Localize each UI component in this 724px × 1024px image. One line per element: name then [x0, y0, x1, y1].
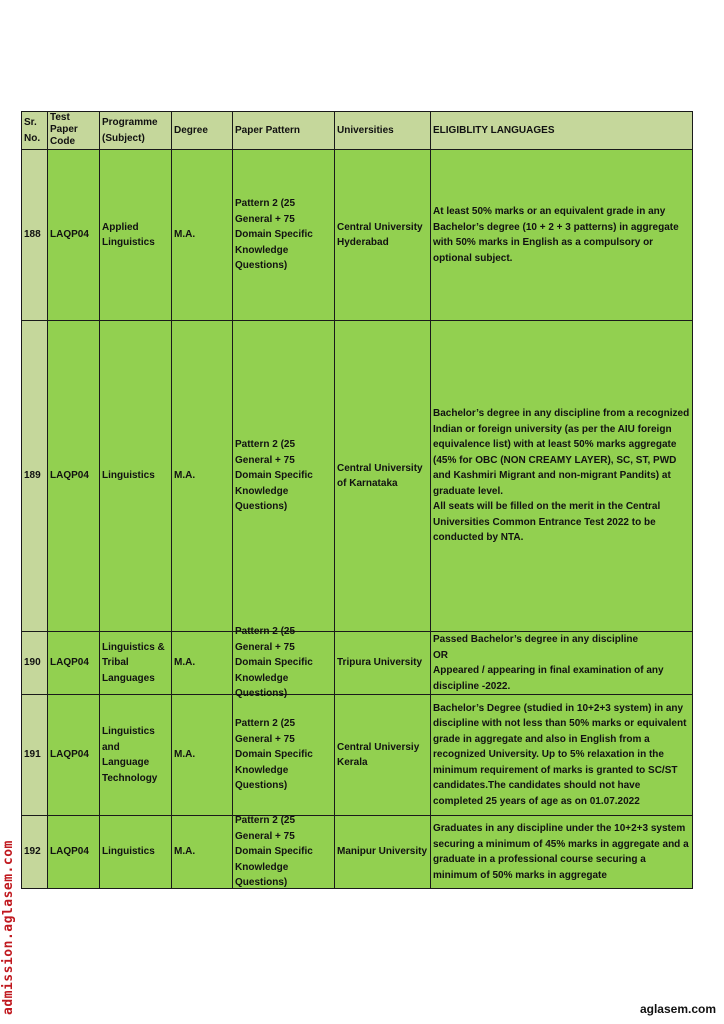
eligibility-main: Bachelor’s degree in any discipline from a recognized Indian or foreign university (as per the AIU foreign equivalence list) with at least 50% marks aggregate (45% for OBC (NON CREAMY LAYER), SC, ST, PWD and Kashmiri Migrant and non-migrant Pandits) at graduate level. [433, 408, 690, 497]
header-eligibility: ELIGIBLITY LANGUAGES [431, 112, 693, 150]
cell-eligibility: Graduates in any discipline under the 10+2+3 system securing a minimum of 45% marks in aggregate and a graduate in a professional course securing a minimum of 50% marks in aggregate [431, 816, 693, 889]
cell-degree: M.A. [172, 150, 233, 321]
header-degree: Degree [172, 112, 233, 150]
cell-eligibility [431, 632, 693, 695]
table-row [22, 816, 693, 889]
cell-programme: Linguistics [100, 816, 172, 889]
cell-university: Central University of Karnataka [335, 321, 431, 632]
eligibility-line-1: Passed Bachelor’s degree in any discipline [433, 634, 639, 645]
cell-sr: 191 [22, 695, 48, 816]
cell-university: Tripura University [335, 632, 431, 695]
cell-pattern [233, 816, 335, 889]
cell-sr: 189 [22, 321, 48, 632]
cell-programme: Linguistics [100, 321, 172, 632]
header-test-paper-code [48, 112, 100, 150]
cell-pattern [233, 626, 335, 700]
table-row [22, 632, 693, 695]
eligibility-table [21, 111, 693, 889]
cell-code: LAQP04 [48, 695, 100, 816]
cell-pattern: Pattern 2 (25 General + 75 Domain Specific Knowledge Questions) [233, 321, 335, 632]
cell-programme: Linguistics and Language Technology [100, 695, 172, 816]
table-row [22, 321, 693, 632]
cell-degree: M.A. [172, 321, 233, 632]
cell-degree: M.A. [172, 695, 233, 816]
cell-sr: 190 [22, 632, 48, 695]
cell-programme: Applied Linguistics [100, 150, 172, 321]
cell-university: Central University Hyderabad [335, 150, 431, 321]
cell-university: Manipur University [335, 816, 431, 889]
header-programme: Programme (Subject) [100, 112, 172, 150]
cell-sr: 188 [22, 150, 48, 321]
watermark-text: admission.aglasem.com [1, 840, 16, 1015]
cell-university: Central Universiy Kerala [335, 695, 431, 816]
cell-pattern-text: Pattern 2 (25 General + 75 Domain Specific Knowledge Questions) [235, 626, 313, 700]
cell-code: LAQP04 [48, 321, 100, 632]
header-universities: Universities [335, 112, 431, 150]
cell-pattern-text: Pattern 2 (25 General + 75 Domain Specific Knowledge Questions) [235, 815, 313, 889]
cell-code: LAQP04 [48, 816, 100, 889]
cell-programme: Linguistics & Tribal Languages [100, 632, 172, 695]
cell-degree: M.A. [172, 816, 233, 889]
table-row [22, 150, 693, 321]
cell-degree: M.A. [172, 632, 233, 695]
cell-eligibility [431, 321, 693, 632]
cell-eligibility: At least 50% marks or an equivalent grade in any Bachelor’s degree (10 + 2 + 3 patterns) in aggregate with 50% marks in English as a compulsory or optional subject. [431, 150, 693, 321]
table-row [22, 695, 693, 816]
cell-code: LAQP04 [48, 632, 100, 695]
eligibility-line-2: Appeared / appearing in final examination of any discipline -2022. [433, 665, 664, 692]
table-header-row [22, 112, 693, 150]
cell-code: LAQP04 [48, 150, 100, 321]
footer-site-name: aglasem.com [639, 1002, 716, 1016]
cell-sr: 192 [22, 816, 48, 889]
header-paper-pattern: Paper Pattern [233, 112, 335, 150]
eligibility-note: All seats will be filled on the merit in the Central Universities Common Entrance Test 2022 to be conducted by NTA. [433, 501, 661, 544]
cell-pattern: Pattern 2 (25 General + 75 Domain Specific Knowledge Questions) [233, 695, 335, 816]
cell-pattern: Pattern 2 (25 General + 75 Domain Specific Knowledge Questions) [233, 150, 335, 321]
eligibility-or: OR [433, 649, 448, 661]
header-sr-no: Sr. No. [22, 112, 48, 150]
header-test-paper-code-text: Test Paper Code [50, 112, 78, 147]
cell-eligibility: Bachelor’s Degree (studied in 10+2+3 system) in any discipline with not less than 50% marks or equivalent grade in aggregate and also in English from a recognized University. Up to 5% relaxation in the minimum requirement of marks is granted to SC/ST candidates.The candidates should not have completed 25 years of age as on 01.07.2022 [431, 695, 693, 816]
